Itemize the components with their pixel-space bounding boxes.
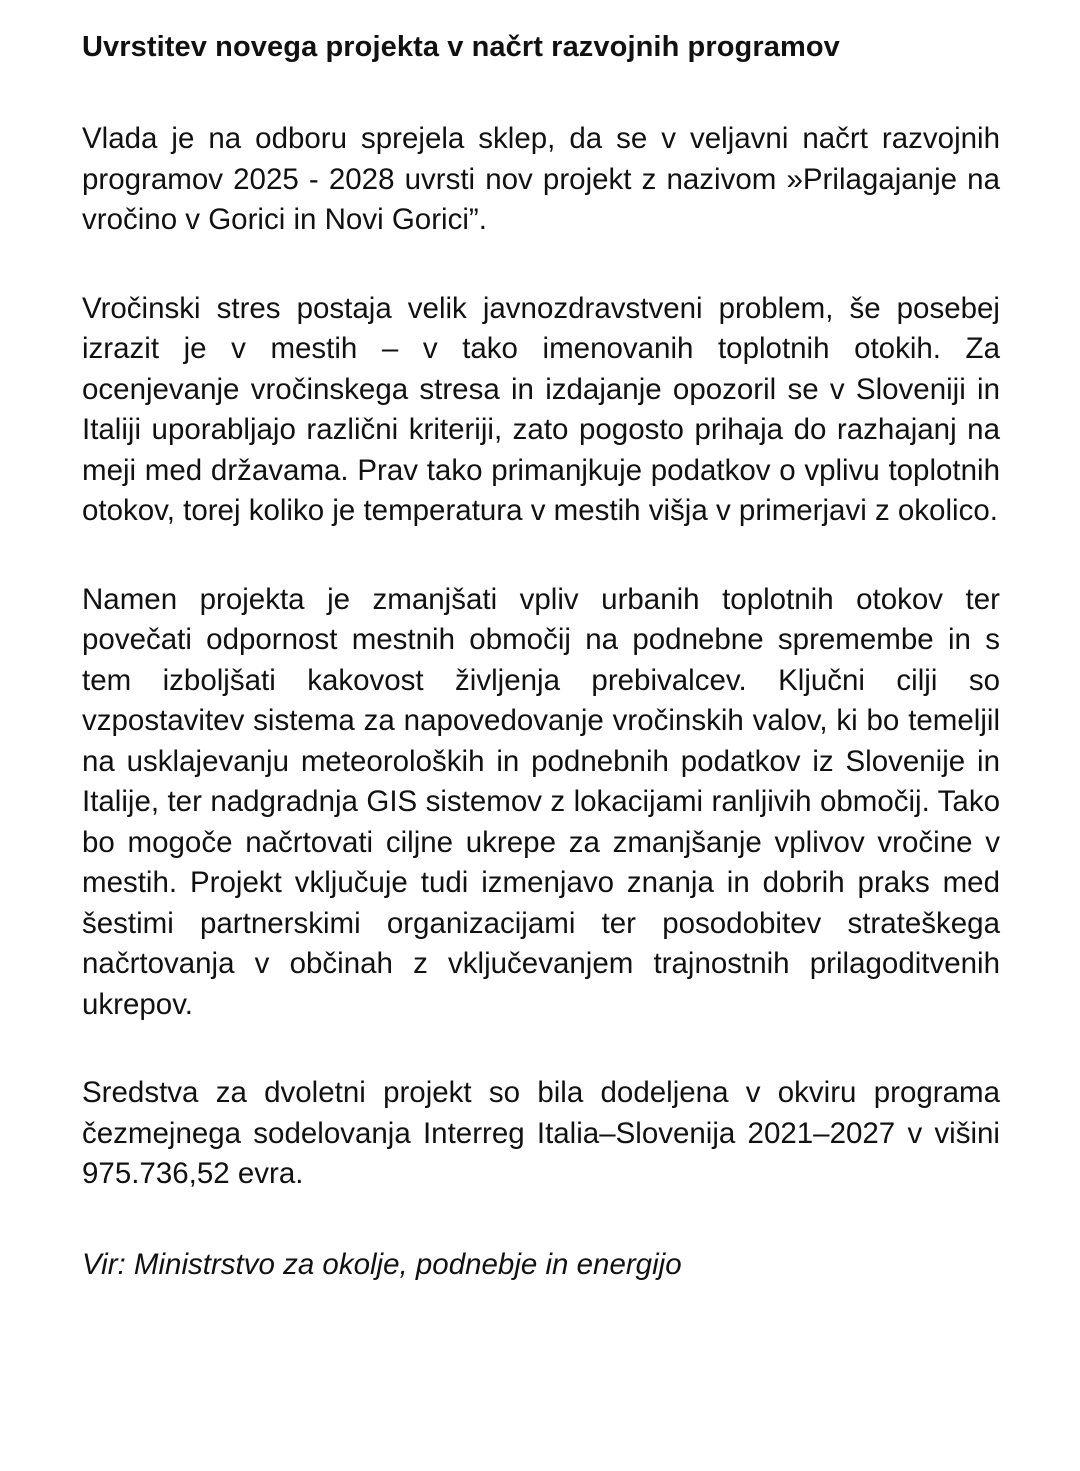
document-body — [82, 26, 1000, 1285]
document-title: Uvrstitev novega projekta v načrt razvojnih programov — [82, 31, 840, 63]
source-attribution: Vir: Ministrstvo za okolje, podnebje in energijo — [82, 1247, 682, 1281]
paragraph-funding: Sredstva za dvoletni projekt so bila dodeljena v okviru programa čezmejnega sodelovanja Interreg Italia–Slovenija 2021–2027 v višini 975.736,52 evra. — [82, 1076, 1000, 1190]
paragraph-intro: Vlada je na odboru sprejela sklep, da se v veljavni načrt razvojnih programov 2025 - 2028 uvrsti nov projekt z nazivom »Prilagajanje na vročino v Gorici in Novi Gorici”. — [82, 122, 1000, 236]
paragraph-heat-stress: Vročinski stres postaja velik javnozdravstveni problem, še posebej izrazit je v mestih – v tako imenovanih toplotnih otokih. Za ocenjevanje vročinskega stresa in izdajanje opozoril se v Sloveniji in Italiji uporabljajo različni kriteriji, zato pogosto prihaja do razhajanj na meji med državama. Prav tako primanjkuje podatkov o vplivu toplotnih otokov, torej koliko je temperatura v mestih višja v primerjavi z okolico. — [82, 291, 1000, 527]
paragraph-project-goals: Namen projekta je zmanjšati vpliv urbanih toplotnih otokov ter povečati odpornost mestnih območij na podnebne spremembe in s tem izboljšati kakovost življenja prebivalcev. Ključni cilji so vzpostavitev sistema za napovedovanje vročinskih valov, ki bo temeljil na usklajevanju meteoroloških in podnebnih podatkov iz Slovenije in Italije, ter nadgradnja GIS sistemov z lokacijami ranljivih območij. Tako bo mogoče načrtovati ciljne ukrepe za zmanjšanje vplivov vročine v mestih. Projekt vključuje tudi izmenjavo znanja in dobrih praks med šestimi partnerskimi organizacijami ter posodobitev strateškega načrtovanja v občinah z vključevanjem trajnostnih prilagoditvenih ukrepov. — [82, 582, 1000, 1021]
